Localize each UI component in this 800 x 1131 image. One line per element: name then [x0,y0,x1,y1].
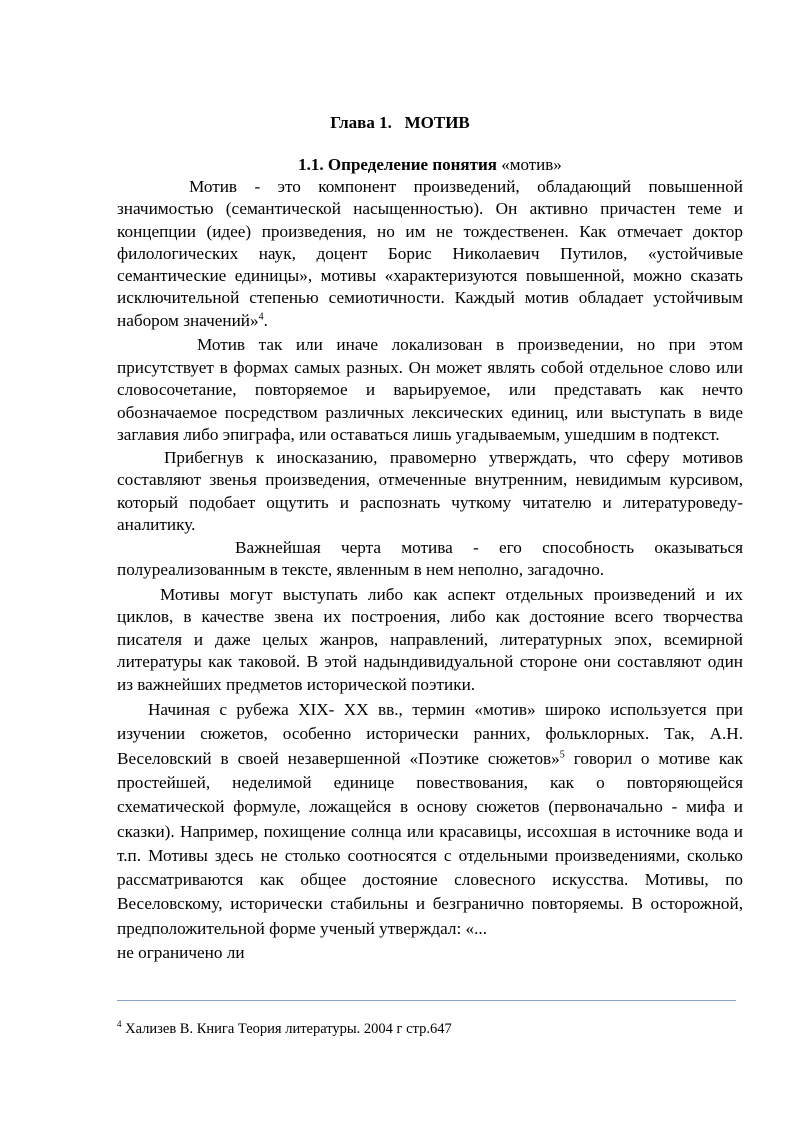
paragraph-1-tail: . [263,310,268,330]
paragraph-1-text: Мотив - это компонент произведений, обладающий повышенной значимостью (семантической насыщенностью). Он активно причастен теме и концепции (идее) произведения, но им не тождественен. Как отмечает доктор филологических наук, доцент Борис Николаевич Путилов, «устойчивые семантические единицы», мотивы «характеризуются повышенной, можно сказать исключительной степенью семиотичности. Каждый мотив обладает устойчивым набором значений» [117,177,743,330]
footnote-text: Хализев В. Книга Теория литературы. 2004 г стр.647 [125,1021,452,1037]
footnote-ref-5[interactable]: 5 [559,748,565,760]
paragraph-1 [117,176,743,332]
paragraph-4: Важнейшая черта мотива - его способность оказываться полуреализованным в тексте, явленным в нем неполно, загадочно. [117,537,743,580]
paragraph-6-text-a: Начиная с рубежа XIX- XX вв., термин «мотив» широко используется при изучении сюжетов, особенно исторически ранних, фольклорных. Так, А.Н. Веселовский в своей незавершенной «Поэтике сюжетов» [117,700,743,768]
paragraph-6 [117,698,743,941]
body-text [117,176,743,965]
footnote-4 [117,1019,743,1039]
paragraph-6-text-b: говорил о мотиве как простейшей, неделимой единице повествования, как о повторяющейся схематической формуле, ложащейся в основу сюжетов (первоначально - мифа и сказки). Например, похищение солнца или красавицы, иссохшая в источнике вода и т.п. Мотивы здесь не столько соотносятся с отдельными произведениями, сколько рассматриваются как общее достояние словесного искусства. Мотивы, по Веселовскому, исторически стабильны и безгранично повторяемы. В осторожной, предположительной форме ученый утверждал: «... [117,748,743,938]
section-title-term: «мотив» [501,155,562,174]
footnote-separator [117,1000,736,1001]
section-title-text: 1.1. Определение понятия [298,155,502,174]
paragraph-2: Мотив так или иначе локализован в произведении, но при этом присутствует в формах самых разных. Он может являть собой отдельное слово или словосочетание, повторяемое и варьируемое, или представать как нечто обозначаемое посредством различных лексических единиц, или выступать в виде заглавия либо эпиграфа, или оставаться лишь угадываемым, ушедшим в подтекст. [117,335,743,445]
chapter-title: Глава 1. МОТИВ [330,113,470,132]
paragraph-5: Мотивы могут выступать либо как аспект отдельных произведений и их циклов, в качестве звена их построения, либо как достояние всего творчества писателя и даже целых жанров, направлений, литературных эпох, всемирной литературы как таковой. В этой надындивидуальной стороне они составляют один из важнейших предметов исторической поэтики. [117,584,743,694]
paragraph-6-last-line: не ограничено ли [117,943,245,963]
section-title [0,153,800,177]
footnote-ref-4[interactable]: 4 [258,311,264,323]
footnote-number: 4 [117,1019,122,1030]
paragraph-3: Прибегнув к иносказанию, правомерно утверждать, что сферу мотивов составляют звенья произведения, отмеченные внутренним, невидимым курсивом, который подобает ощутить и распознать чуткому читателю и литературоведу-аналитику. [117,447,743,535]
